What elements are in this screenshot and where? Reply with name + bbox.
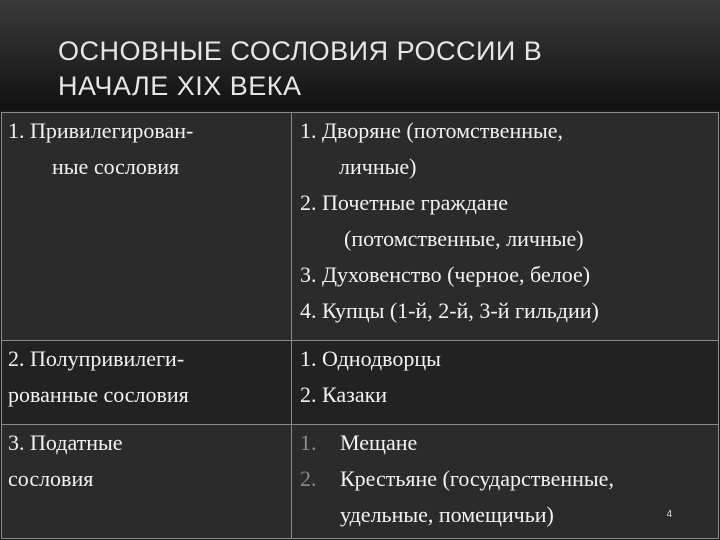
list-number: 1.	[300, 430, 317, 455]
table-row	[2, 113, 719, 341]
list-number: 2.	[300, 466, 317, 491]
category-line: 1. Привилегирован-	[8, 118, 194, 143]
table-row	[2, 425, 719, 539]
category-line: 3. Податные	[8, 430, 123, 455]
items-cell	[292, 341, 719, 425]
slide-title-line-1: ОСНОВНЫЕ СОСЛОВИЯ РОССИИ В	[58, 36, 543, 66]
list-item	[300, 425, 718, 461]
list-item-continuation: удельные, помещичьи)	[340, 502, 554, 527]
list-item-text: Мещане	[340, 430, 418, 455]
category-cell	[2, 113, 292, 341]
category-cell	[2, 341, 292, 425]
list-item-text: Крестьяне (государственные,	[340, 466, 614, 491]
list-item: (потомственные, личные)	[344, 226, 584, 251]
table-row	[2, 341, 719, 425]
list-item: личные)	[339, 154, 417, 179]
list-item: 3. Духовенство (черное, белое)	[300, 262, 591, 287]
items-cell	[292, 113, 719, 341]
list-item: 1. Дворяне (потомственные,	[300, 118, 564, 143]
list-item: 1. Однодворцы	[300, 346, 441, 371]
estates-table	[1, 112, 719, 539]
page-number: 4	[666, 509, 672, 520]
slide-title	[58, 34, 698, 104]
category-cell	[2, 425, 292, 539]
category-line: 2. Полупривилеги-	[8, 346, 185, 371]
title-area	[0, 0, 720, 110]
items-cell	[292, 425, 719, 539]
list-item: 4. Купцы (1-й, 2-й, 3-й гильдии)	[300, 298, 599, 323]
list-item: 2. Почетные граждане	[300, 190, 509, 215]
category-line: ные сословия	[52, 154, 180, 179]
category-line: сословия	[8, 466, 94, 491]
category-line: рованные сословия	[8, 382, 189, 407]
list-item	[300, 461, 718, 497]
list-item: 2. Казаки	[300, 382, 388, 407]
slide-title-line-2: НАЧАЛЕ XIX ВЕКА	[58, 71, 302, 101]
